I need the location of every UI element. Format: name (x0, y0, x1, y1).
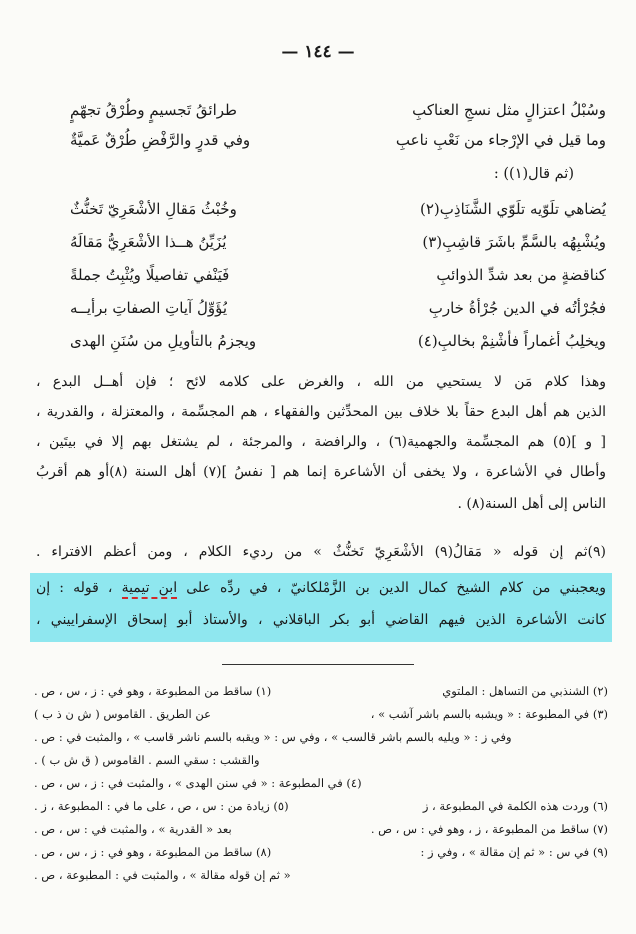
footnote-line (34, 772, 608, 795)
footnote: (٥) زيادة من : س ، ص ، على ما في : المطبوعة ، ز . (34, 799, 289, 813)
verse-first-hemistich: ويجزمُ بالتأويلِ من سُنَنِ الهدى (70, 332, 257, 350)
footnote: (٧) ساقط من المطبوعة ، ز ، وهو في : س ، ص . (370, 822, 608, 836)
footnote: والقشب : سقي السم . القاموس ( ق ش ب ) . (34, 753, 260, 767)
footnote-line (34, 726, 608, 749)
prose-line: وأطال في الأشاعرة ، ولا يخفى أن الأشاعرة إنما هم [ نفسُ ](٧) أهل السنة (٨)أو هم أقربُ (36, 464, 606, 480)
verse-first-hemistich: وفي قدرٍ والرَّفْضِ طُرْقٌ عَميَّةٌ (70, 131, 251, 149)
page-number: — ١٤٤ — (281, 42, 355, 62)
footnote-line (34, 795, 608, 818)
prose-line: [ و ](٥) هم المجسِّمة والجهمية(٦) ، والرافضة ، والمرجئة ، لم يشتغل بهم إلا في بيتَين ، (36, 434, 606, 450)
verse-second-hemistich: وسُبْلُ اعتزالٍ مثل نسجِ العناكبِ (412, 101, 606, 119)
verse-line (70, 295, 606, 321)
footnote: بعد « القدرية » ، والمثبت في : س ، ص . (34, 822, 232, 836)
verse-first-hemistich: يُؤَوِّلُ آياتِ الصفاتِ برأيــه (70, 299, 228, 317)
footnote-line (34, 703, 608, 726)
highlighted-line: كانت الأشاعرة الذين فيهم القاضي أبو بكر الباقلاني ، والأستاذ أبو إسحاق الإسفراييني ، (36, 612, 606, 628)
underlined-name: ابن تيمية (122, 580, 178, 599)
verse-line (70, 328, 606, 354)
prose-line: الناس إلى أهل السنة(٨) . (457, 496, 606, 512)
footnote: (٨) ساقط من المطبوعة ، وهو في : ز ، س ، ص . (34, 845, 272, 859)
verse-second-hemistich: ويخلِبُ أغماراً فأشْنِمْ بخالبِ(٤) (417, 332, 606, 350)
footnote-line (34, 841, 608, 864)
footnote: (٣) في المطبوعة : « ويشبه بالسم باشر آشب » ، (370, 707, 608, 721)
footnote-line (34, 864, 608, 887)
prose-line: الذين هم أهل البدع حقاً بلا خلاف بين المحدِّثين والفقهاء ، هم المجسِّمة ، والمعتزلة ، والقدرية ، (36, 404, 606, 420)
footnote: (٢) الشنذبي من التساهل : الملتوي (442, 684, 608, 698)
verse-second-hemistich: يُضاهي تلَوّيه تلَوّي الشَّنَاذِبِ(٢) (420, 200, 606, 218)
verse-line (70, 97, 606, 123)
verse-line (70, 262, 606, 288)
footnote-divider (222, 664, 414, 665)
verse-second-hemistich: فجُرْأتُه في الدين جُرْأةُ خاربِ (428, 299, 606, 317)
footnote: (٤) في المطبوعة : « في سنن الهدى » ، والمثبت في : ز ، س ، ص . (34, 776, 362, 790)
highlighted-text: ويعجبني من كلام الشيخ كمال الدين بن الزَّمْلكانيّ ، في ردِّه على (186, 580, 606, 596)
prose-line: (٩)ثم إن قوله « مَقالُ(٩) الأشْعَرِيّ تَخنُّثٌ » من رديء الكلام ، ومن أعظم الافتراء . (36, 544, 606, 560)
highlighted-line (36, 574, 606, 603)
verse-first-hemistich: يُزَيِّنُ هــذا الأشْعَرِيُّ مَقالَهُ (70, 233, 227, 251)
verse-first-hemistich: طرائقُ تَجسيمٍ وطُرْقُ تجهّمٍ (70, 101, 237, 119)
footnote: (٩) في س : « ثم إن مقالة » ، وفي ز : (420, 845, 608, 859)
highlighted-text: ، قوله : إن (36, 580, 113, 596)
verse-first-hemistich: وخُبْثُ مَقالِ الأشْعَرِيّ تَخنُّثٌ (70, 200, 237, 218)
verse-second-hemistich: وما قيل في الإرْجاء من نَعْبِ ناعبِ (395, 131, 606, 149)
footnote: وفي ز : « ويليه بالسم باشر قالسب » ، وفي س : « ويقبه بالسم ناشر قاسب » ، والمثبت في : ص . (34, 730, 512, 744)
footnote: « ثم إن قوله مقالة » ، والمثبت في : المطبوعة ، ص . (34, 868, 291, 882)
verse-first-hemistich: فَيَنْفي تفاصيلًا ويُثْبِتُ جملةً (70, 266, 230, 284)
verse-second-hemistich: كناقضةٍ من بعد شدِّ الذوائبِ (436, 266, 606, 284)
footnote: عن الطريق . القاموس ( ش ن ذ ب ) (34, 707, 212, 721)
footnote-line (34, 680, 608, 703)
footnote-line (34, 749, 608, 772)
verse-line (70, 229, 606, 255)
verse-line (70, 127, 606, 153)
footnote: (١) ساقط من المطبوعة ، وهو في : ز ، س ، ص . (34, 684, 272, 698)
verse-second-hemistich: ويُشْبِهُه بالسَّمِّ باشَرَ قاشِبِ(٣) (422, 233, 606, 251)
footnote: (٦) وردت هذه الكلمة في المطبوعة ، ز (422, 799, 608, 813)
prose-line: وهذا كلام مَن لا يستحيي من الله ، والغرض على كلامه لائح ؛ فإن أهــل البدع ، (36, 374, 606, 390)
footnote-line (34, 818, 608, 841)
verse-line (70, 196, 606, 222)
poem-intro: (ثم قال(١)) : (493, 166, 574, 182)
